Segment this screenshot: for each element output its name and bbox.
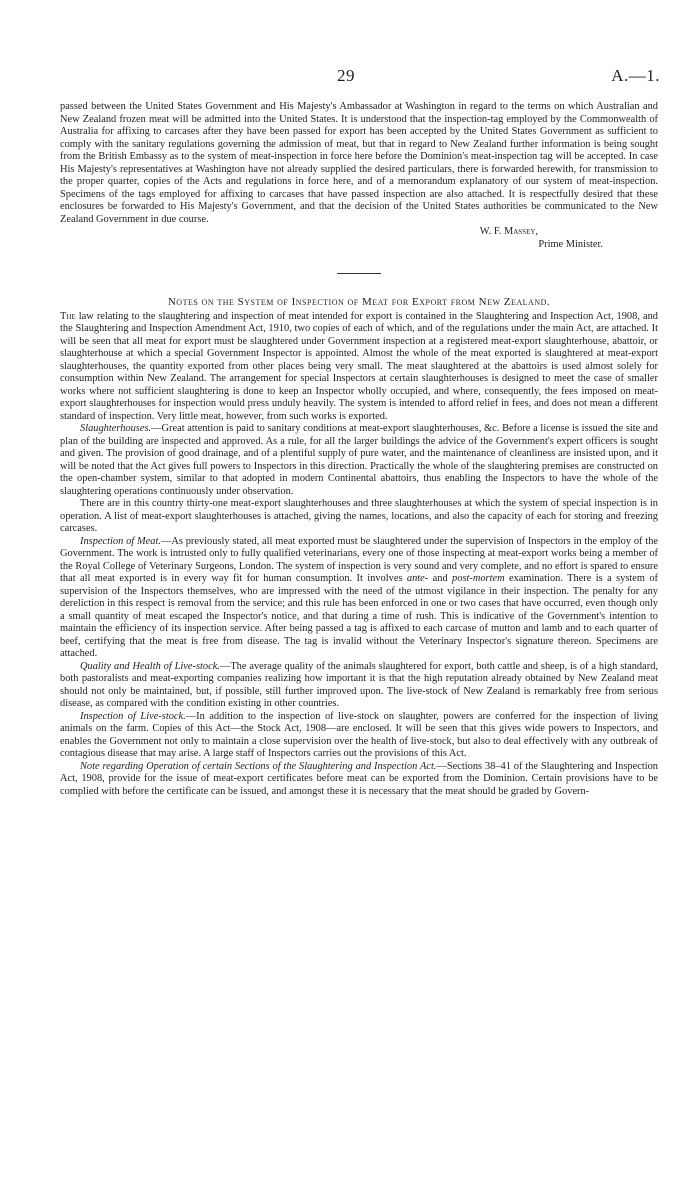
livestock-text: —In addition to the inspection of live-stock on slaughter, powers are conferred for the inspection of living animals on the farm. Copies of this Act—the Stock Act, 1908—are enclosed. It will be seen that this gives wide powers to Inspectors, and enables the Government not only to maintain a close supervision over the health of live-stock, but also to deal effectively with any outbreak of contagious disease that may arise. A large staff of Inspectors carries out the provisions of this Act. [60,710,659,759]
ante-term: ante- [406,573,429,584]
notes-intro-paragraph [60,311,658,424]
section-divider [337,273,381,274]
page-header [0,66,700,92]
slaughterhouses-paragraph [60,423,658,498]
intro-text: law relating to the slaughtering and inspection of meat intended for export is contained in the Slaughtering and Inspection Act, 1908, and the Slaughtering and Inspection Amendment Act, 1910, two copies of each of which, and of the regulations under the main Act, are attached. It will be seen that all meat for export must be slaughtered under Government inspection at a registered meat-export slaughterhouse, abattoir, or slaughterhouse at which a special Government Inspector is appointed. Almost the whole of the meat exported is slaughtered at meat-export slaughterhouses, the quantity exported from other places being very small. The meat slaughtered at the abattoirs is used almost solely for consumption within New Zealand. The arrangement for special Inspectors at certain slaughterhouses is designed to meet the case of smaller works where not sufficient slaughtering is done to keep an Inspector wholly occupied, and where, consequently, the fees imposed on meat-export slaughterhouses for inspection would press unduly heavily. The system is intended to afford relief in fees, and does not mean a different standard of inspection. Very little meat, however, from such works is exported. [60,310,658,422]
slaughterhouses-text: —Great attention is paid to sanitary conditions at meat-export slaughterhouses, &c. Before a license is issued the site and plan of the building are inspected and approved. As a rule, for all the larger buildings the advice of the Government's expert officers is sought and given. The provision of good drainage, and of a plentiful supply of pure water, and the maintenance of cleanliness are insisted upon, and it will be noted that the Act gives full powers to Inspectors in this direction. Practically the whole of the slaughtering premises are constructed on the open-chamber system, similar to that adopted in modern Continental abattoirs, thus enabling the Inspectors to have the whole of the slaughtering operations continuously under observation. [60,423,658,497]
note-paragraph [60,761,658,799]
inspection-text-1: —As previously stated, all meat exported must be slaughtered under the supervision of Inspectors in the employ of the Government. The work is intrusted only to fully qualified veterinarians, every one of those inspecting at meat-export works being a member of the Royal College of Veterinary Surgeons, London. The system of inspection is very sound and very complete, and no effort is spared to ensure that all meat exported is in every way fit for human consumption. It involves [60,535,658,584]
livestock-heading: Inspection of Live-stock. [80,710,186,722]
document-code: A.—1. [611,66,660,85]
page-content [60,101,658,798]
inspection-text-2: examination. There is a system of supervision of the Inspectors themselves, who are impressed with the need of the utmost vigilance in their inspection. The penalty for any dereliction in this respect is removal from the service; and this rule has been enforced in one or two cases that have occurred, even though only a small quantity of meat escaped the Inspector's notice, and that during a time of rush. This is indicative of the Government's intention to maintain the efficiency of its inspection service. After being passed a tag is affixed to each carcase of mutton and lamb and to each quarter of beef, certifying that the meat is free from disease. The tag is invalid without the Veterinary Inspector's signature thereon. Specimens are attached. [60,573,658,659]
note-text: —Sections 38–41 of the Slaughtering and Inspection Act, 1908, provide for the issue of meat-export certificates before meat can be exported from the Dominion. Certain provisions have to be complied with before the certificate can be issued, and amongst these it is necessary that the meat should be graded by Govern- [60,760,658,797]
inspection-paragraph [60,536,658,661]
page-number: 29 [337,66,355,85]
quality-text: —The average quality of the animals slaughtered for export, both cattle and sheep, is of a high standard, both pastoralists and meat-exporting companies realizing how important it is that the high reputation already obtained by New Zealand meat should not only be maintained, but, if possible, still further improved upon. The live-stock of New Zealand is remarkably free from serious disease, as compared with the condition existing in other countries. [60,660,658,709]
letter-paragraph: passed between the United States Government and His Majesty's Ambassador at Washington in regard to the terms on which Australian and New Zealand frozen meat will be admitted into the United States. It is understood that the inspection-tag employed by the Commonwealth of Australia for affixing to carcases after they have been passed for export has been accepted by the United States Government as sufficient to comply with the sanitary regulations governing the admission of meat, but that in regard to New Zealand further information is being sought from the British Embassy as to the system of meat-inspection in force here before the Dominion's meat-inspection tag will be accepted. In case His Majesty's representatives at Washington have not already supplied the desired particulars, there is forwarded herewith, for transmission to the proper quarter, copies of the Acts and regulations in force here, and of a memorandum explanatory of our system of meat-inspection. Specimens of the tags employed for affixing to carcases that have passed inspection are also attached. It is respectfully desired that these enclosures be forwarded to His Majesty's Government, and that the decision of the United States authorities be communicated to the New Zealand Government in due course. [60,101,658,225]
quality-paragraph [60,661,658,711]
post-mortem-term: post-mortem [452,573,505,584]
signature-name: W. F. Massey, [479,226,538,237]
inspection-heading: Inspection of Meat. [80,535,161,547]
inspection-and: and [428,573,453,584]
slaughterhouses-heading: Slaughterhouses. [80,423,152,434]
signature-title: Prime Minister. [538,238,603,250]
livestock-paragraph [60,711,658,761]
notes-title: Notes on the System of Inspection of Meat for Export from New Zealand. [167,296,551,308]
quality-heading: Quality and Health of Live-stock. [80,660,220,672]
slaughterhouse-count-paragraph: There are in this country thirty-one meat-export slaughterhouses and three slaughterhouses at which the system of special inspection is in operation. A list of meat-export slaughterhouses is attached, giving the names, locations, and also the capacity of each for storing and freezing carcases. [60,498,658,534]
intro-lead-word: The [60,310,76,322]
note-heading: Note regarding Operation of certain Sections of the Slaughtering and Inspection Act. [80,760,437,772]
